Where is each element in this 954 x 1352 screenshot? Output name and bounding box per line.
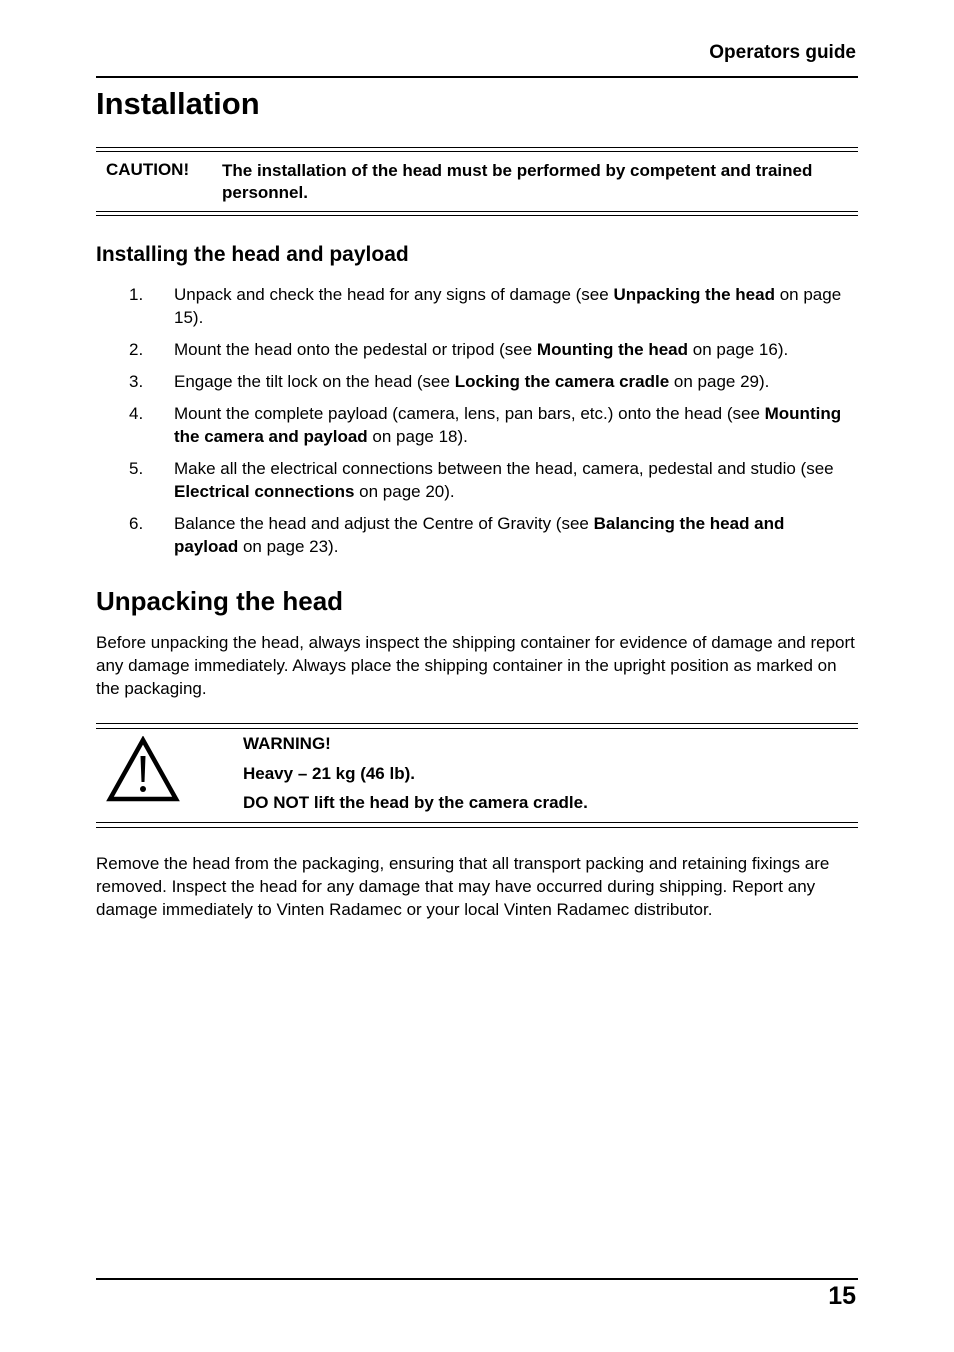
caution-rule-top-2 [96,151,858,152]
list-item [96,338,852,361]
warning-title: WARNING! [243,734,331,753]
caution-text: The installation of the head must be performed by competent and trained personnel. [222,161,813,202]
step-number: 1. [129,285,144,304]
step-text: on page 29). [669,372,770,391]
step-number: 3. [129,372,144,391]
warning-rule-top-2 [96,728,858,729]
step-text: Mount the head onto the pedestal or tripod (see [174,340,537,359]
step-text: Make all the electrical connections between the head, camera, pedestal and studio (see [174,459,834,478]
list-item [96,370,852,393]
installing-heading: Installing the head and payload [96,243,409,266]
caution-rule-bottom-1 [96,211,858,212]
step-number: 5. [129,459,144,478]
warning-weight: Heavy – 21 kg (46 lb). [243,764,415,783]
header-rule [96,76,858,78]
step-text: Engage the tilt lock on the head (see [174,372,455,391]
step-text: on page 16). [688,340,789,359]
page-title: Installation [96,86,260,121]
step-text: Balance the head and adjust the Centre of Gravity (see [174,514,594,533]
caution-rule-bottom-2 [96,215,858,216]
list-item [96,457,852,503]
warning-triangle-icon [106,736,180,802]
step-number: 6. [129,514,144,533]
caution-rule-top-1 [96,147,858,148]
installation-steps [96,283,852,567]
caution-label: CAUTION! [106,160,190,179]
step-crossref: Balancing the head and payload [174,514,785,556]
list-item [96,283,852,329]
step-text: on page 23). [238,537,339,556]
step-crossref: Unpacking the head [613,285,775,304]
step-crossref: Mounting the camera and payload [174,404,842,446]
page-number: 15 [828,1282,856,1310]
running-header: Operators guide [709,42,856,63]
step-text: on page 18). [367,427,468,446]
step-crossref: Electrical connections [174,482,355,501]
list-item [96,512,852,558]
step-crossref: Locking the camera cradle [454,372,670,391]
step-crossref: Mounting the head [536,340,689,359]
list-item [96,402,852,448]
warning-instruction: DO NOT lift the head by the camera cradle. [243,793,588,812]
step-text: Unpack and check the head for any signs of damage (see [174,285,614,304]
footer-rule [96,1278,858,1280]
step-text: Mount the complete payload (camera, lens, pan bars, etc.) onto the head (see [174,404,765,423]
unpacking-heading: Unpacking the head [96,586,344,616]
step-text: on page 15). [174,285,842,327]
warning-rule-top-1 [96,723,858,724]
unpacking-intro: Before unpacking the head, always inspect the shipping container for evidence of damage and report any damage immediately. Always place the shipping container in the upright position as marked on the packaging. [96,633,855,698]
step-number: 4. [129,404,144,423]
warning-rule-bottom-2 [96,827,858,828]
unpacking-outro: Remove the head from the packaging, ensuring that all transport packing and retaining fixings are removed. Inspect the head for any damage that may have occurred during shipping. Report any damage immediately to Vinten Radamec or your local Vinten Radamec distributor. [96,854,830,919]
step-text: on page 20). [354,482,455,501]
step-number: 2. [129,340,144,359]
warning-rule-bottom-1 [96,822,858,823]
